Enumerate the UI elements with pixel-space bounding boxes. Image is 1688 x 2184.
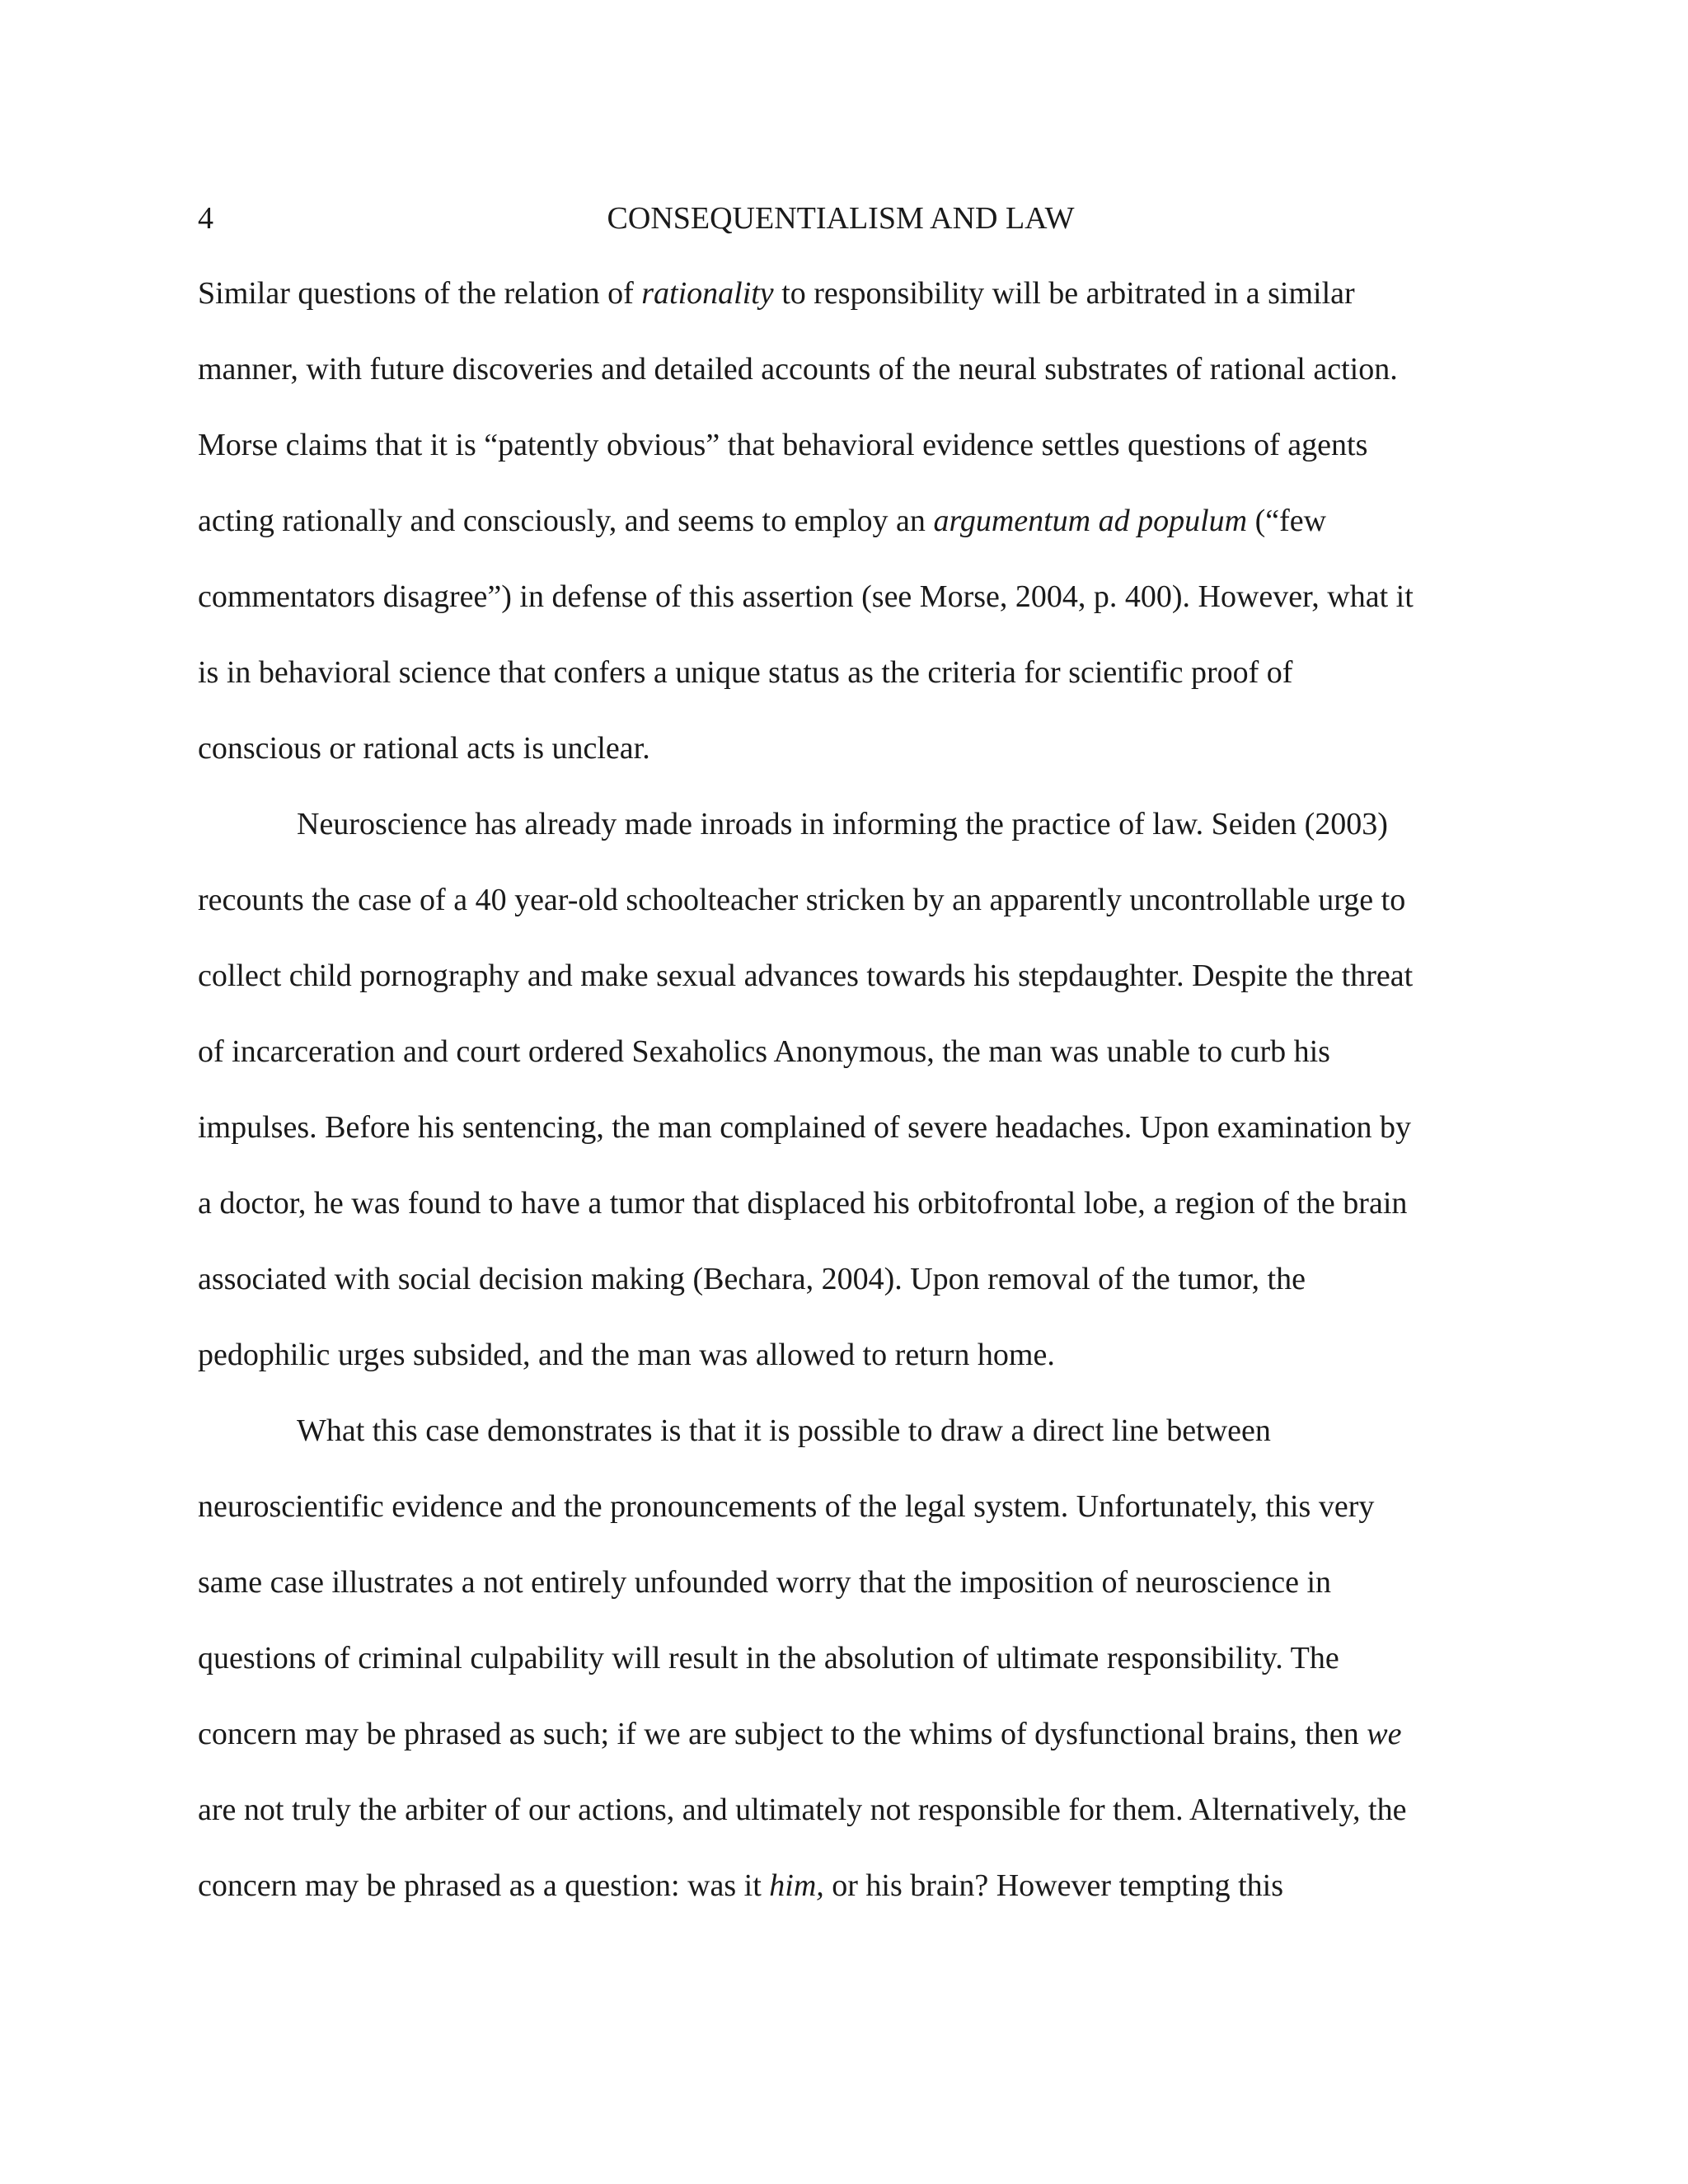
text-segment: commentators disagree”) in defense of this assertion (see Morse, 2004, p. 400). However, what it — [198, 579, 1414, 614]
text-line — [198, 875, 1484, 951]
text-line — [198, 572, 1484, 648]
text-line — [198, 951, 1484, 1027]
text-segment: What this case demonstrates is that it is possible to draw a direct line between — [297, 1413, 1271, 1448]
text-line — [198, 344, 1484, 420]
text-line — [198, 1482, 1484, 1558]
body-text — [198, 269, 1484, 1937]
text-segment: of incarceration and court ordered Sexaholics Anonymous, the man was unable to curb his — [198, 1034, 1330, 1069]
text-segment: associated with social decision making (Bechara, 2004). Upon removal of the tumor, the — [198, 1262, 1306, 1296]
text-segment: conscious or rational acts is unclear. — [198, 731, 650, 766]
text-segment: or his brain? However tempting this — [823, 1868, 1283, 1903]
text-segment: same case illustrates a not entirely unfounded worry that the imposition of neuroscience in — [198, 1565, 1331, 1600]
text-segment: recounts the case of a 40 year-old schoolteacher stricken by an apparently uncontrollable urge to — [198, 883, 1406, 917]
text-line — [198, 1785, 1484, 1861]
text-line — [198, 1330, 1484, 1406]
text-line — [198, 1861, 1484, 1937]
text-segment: Neuroscience has already made inroads in informing the practice of law. Seiden (2003) — [297, 807, 1388, 841]
text-segment: impulses. Before his sentencing, the man complained of severe headaches. Upon examination by — [198, 1110, 1412, 1145]
page-number: 4 — [198, 201, 213, 236]
text-segment: to responsibility will be arbitrated in a similar — [773, 276, 1355, 311]
text-segment: concern may be phrased as such; if we are subject to the whims of dysfunctional brains, then — [198, 1717, 1367, 1751]
text-segment: neuroscientific evidence and the pronouncements of the legal system. Unfortunately, this very — [198, 1489, 1375, 1524]
text-line — [198, 1406, 1484, 1482]
text-segment: a doctor, he was found to have a tumor that displaced his orbitofrontal lobe, a region of the brain — [198, 1186, 1408, 1221]
text-line — [198, 724, 1484, 799]
text-segment: is in behavioral science that confers a unique status as the criteria for scientific proof of — [198, 655, 1293, 690]
text-line — [198, 1027, 1484, 1103]
text-line — [198, 799, 1484, 875]
text-segment: collect child pornography and make sexual advances towards his stepdaughter. Despite the threat — [198, 958, 1414, 993]
text-line — [198, 1709, 1484, 1785]
text-segment: questions of criminal culpability will result in the absolution of ultimate responsibility. The — [198, 1641, 1339, 1675]
italic-text: him, — [769, 1868, 824, 1903]
text-line — [198, 648, 1484, 724]
text-line — [198, 1558, 1484, 1633]
italic-text: argumentum ad populum — [933, 504, 1248, 538]
text-line — [198, 496, 1484, 572]
text-segment: are not truly the arbiter of our actions, and ultimately not responsible for them. Alternatively, the — [198, 1793, 1407, 1827]
text-segment: Similar questions of the relation of — [198, 276, 642, 311]
text-line — [198, 420, 1484, 496]
text-segment: Morse claims that it is “patently obvious” that behavioral evidence settles questions of agents — [198, 428, 1368, 462]
text-line — [198, 1179, 1484, 1254]
italic-text: rationality — [641, 276, 774, 311]
text-line — [198, 269, 1484, 344]
page-header — [198, 198, 1484, 239]
text-segment: concern may be phrased as a question: was it — [198, 1868, 770, 1903]
italic-text: we — [1367, 1717, 1402, 1751]
text-segment: manner, with future discoveries and detailed accounts of the neural substrates of rational action. — [198, 352, 1398, 387]
text-segment: acting rationally and consciously, and seems to employ an — [198, 504, 934, 538]
text-segment: pedophilic urges subsided, and the man was allowed to return home. — [198, 1338, 1055, 1372]
text-line — [198, 1103, 1484, 1179]
text-segment: (“few — [1247, 504, 1327, 538]
text-line — [198, 1254, 1484, 1330]
running-head: CONSEQUENTIALISM AND LAW — [607, 201, 1075, 236]
text-line — [198, 1633, 1484, 1709]
